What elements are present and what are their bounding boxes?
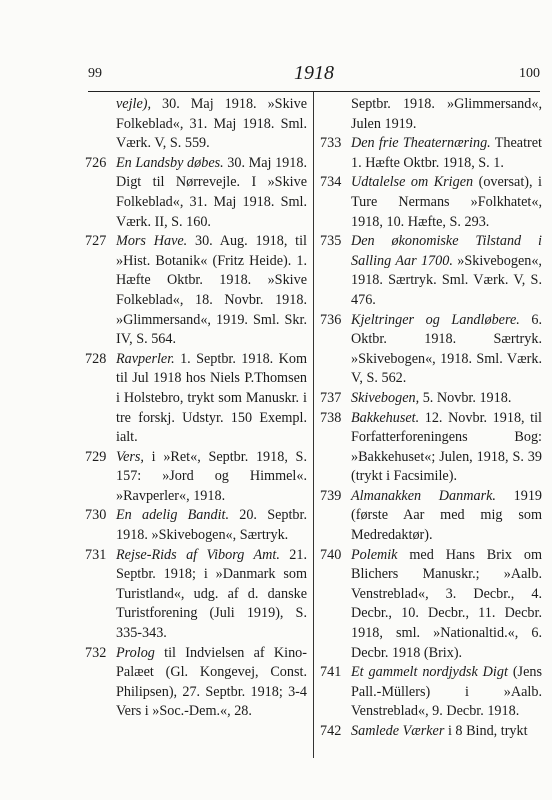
entry-text: (Jens Pall.-Müllers) i »Aalb. Venstreblad«, 9. Decbr. 1918. (351, 664, 542, 720)
entry-title: Bakkehuset. (351, 409, 420, 426)
entry-body (351, 663, 542, 722)
entry-text: (oversat), i Ture Nermans »Folkhatet«, 1918, 10. Hæfte, S. 293. (351, 174, 542, 230)
entry-body (351, 722, 542, 742)
entry-number: 730 (85, 507, 107, 524)
bibliography-entry (85, 350, 307, 448)
entry-number: 738 (320, 409, 342, 426)
entry-body (116, 448, 307, 507)
right-column (320, 95, 542, 742)
entry-body (351, 95, 542, 134)
entry-text: 30. Maj 1918. Digt til Nørrevejle. I »Skive Folkeblad«, 31. Maj 1918. Sml. Værk. II, S. 160. (116, 154, 307, 230)
bibliography-entry (320, 722, 542, 742)
entry-text: til Indvielsen af Kino-Palæet (Gl. Kongevej, Const. Philipsen), 27. Septbr. 1918; 3-4 Vers i »Soc.-Dem.«, 28. (116, 644, 307, 720)
entry-body (116, 232, 307, 350)
entry-text: Septbr. 1918. »Glimmersand«, Julen 1919. (351, 96, 542, 132)
entry-text: med Hans Brix om Blichers Manuskr.; »Aalb. Venstreblad«, 3. Decbr., 4. Decbr., 10. Decbr., 11. Decbr. 1918, sml. »Nationaltid.«, 6. Decbr. 1918 (Brix). (351, 546, 542, 661)
bibliography-entry (85, 546, 307, 644)
bibliography-entry (320, 311, 542, 389)
entry-body (351, 487, 542, 546)
entry-text: 1. Septbr. 1918. Kom til Jul 1918 hos Niels P.Thomsen i Holstebro, trykt som Manuskr. i tre forskj. Udstyr. 150 Exempl. ialt. (116, 350, 307, 446)
entry-number: 737 (320, 389, 342, 406)
entry-body (351, 311, 542, 389)
bibliography-entry (320, 134, 542, 173)
entry-number: 728 (85, 350, 107, 367)
entry-text: »Skivebogen«, 1918. Særtryk. Sml. Værk. V, S. 476. (351, 252, 542, 308)
bibliography-entry (320, 232, 542, 310)
entry-number: 740 (320, 546, 342, 563)
entry-title: Polemik (351, 546, 398, 563)
entry-title: Skivebogen, (351, 389, 420, 406)
page-header (88, 62, 540, 88)
entry-number: 731 (85, 546, 107, 563)
entry-body (116, 546, 307, 644)
entry-text: i 8 Bind, trykt (444, 723, 528, 739)
entry-text: 1919 (første Aar med mig som Medredaktør). (351, 487, 543, 544)
entry-title: vejle), (116, 96, 152, 112)
header-rule (88, 91, 540, 92)
running-head-year: 1918 (294, 62, 334, 84)
entry-title: En Landsby døbes. (116, 154, 224, 171)
entry-text: Theatret 1. Hæfte Oktbr. 1918, S. 1. (351, 135, 542, 171)
bibliography-entry (320, 546, 542, 664)
entry-number: 739 (320, 487, 342, 504)
entry-number: 742 (320, 723, 342, 739)
entry-title: Almanakken Danmark. (351, 487, 496, 504)
entry-text: 5. Novbr. 1918. (419, 389, 512, 406)
entry-number (85, 95, 116, 154)
bibliography-entry (85, 448, 307, 507)
entry-number: 736 (320, 311, 342, 328)
entry-title: Den økonomiske Tilstand i Salling Aar 1700. (351, 233, 542, 269)
entry-text: 30. Aug. 1918, til »Hist. Botanik« (Fritz Heide). 1. Hæfte Oktbr. 1918. »Skive Folkeblad«, 18. Novbr. 1918. »Glimmersand«, 1919. Sml. Skr. IV, S. 564. (116, 233, 307, 348)
entry-title: Prolog (116, 644, 155, 661)
entry-body (351, 134, 542, 173)
bibliography-entry (85, 644, 307, 722)
entry-body (116, 350, 307, 448)
entry-number: 732 (85, 644, 107, 661)
column-divider (313, 92, 314, 758)
entry-text: 21. Septbr. 1918; i »Danmark som Turistland«, udg. af d. danske Turistforening (Juli 1919), S. 335-343. (116, 546, 308, 642)
entry-body (116, 95, 307, 154)
entry-title: Kjeltringer og Landløbere. (351, 311, 520, 328)
right-page-number: 100 (519, 66, 540, 81)
bibliography-entry (320, 389, 542, 409)
entry-text: i »Ret«, Septbr. 1918, S. 157: »Jord og Himmel«. »Ravperler«, 1918. (116, 448, 307, 504)
bibliography-entry (320, 487, 542, 546)
entry-body (351, 389, 542, 409)
entry-body (351, 409, 542, 487)
entry-title: Et gammelt nordjydsk Digt (351, 664, 508, 681)
entry-number: 735 (320, 233, 342, 250)
entry-title: Rejse-Rids af Viborg Amt. (116, 546, 280, 563)
entry-number: 734 (320, 174, 342, 191)
bibliography-entry (320, 663, 542, 722)
entry-number: 729 (85, 448, 107, 465)
entry-title: Ravperler. (116, 350, 175, 367)
bibliography-entry (85, 154, 307, 232)
entry-body (351, 173, 542, 232)
entry-body (116, 644, 307, 722)
entry-number: 741 (320, 664, 342, 681)
entry-number: 726 (85, 154, 107, 171)
left-column (85, 95, 307, 722)
bibliography-entry (85, 95, 307, 154)
bibliography-entry (320, 173, 542, 232)
entry-body (351, 232, 542, 310)
entry-title: Udtalelse om Krigen (351, 174, 474, 191)
entry-body (351, 546, 542, 664)
entry-title: En adelig Bandit. (116, 507, 230, 524)
entry-text: 6. Oktbr. 1918. Særtryk. »Skivebogen«, 1918. Sml. Værk. V, S. 562. (351, 311, 542, 387)
entry-number (320, 95, 351, 134)
bibliography-entry (85, 232, 307, 350)
entry-body (116, 154, 307, 232)
bibliography-entry (320, 409, 542, 487)
bibliography-entry (320, 95, 542, 134)
entry-text: 30. Maj 1918. »Skive Folkeblad«, 31. Maj 1918. Sml. Værk. V, S. 559. (116, 96, 307, 152)
entry-title: Mors Have. (116, 233, 188, 250)
entry-title: Den frie Theaternæring. (351, 135, 491, 152)
bibliography-entry (85, 506, 307, 545)
entry-text: 20. Septbr. 1918. »Skivebogen«, Særtryk. (116, 507, 307, 544)
left-page-number: 99 (88, 66, 102, 81)
entry-number: 727 (85, 233, 107, 250)
entry-body (116, 506, 307, 545)
entry-number: 733 (320, 135, 342, 152)
entry-title: Vers, (116, 448, 144, 465)
entry-text: 12. Novbr. 1918, til Forfatterforeningens Bog: »Bakkehuset«; Julen, 1918, S. 39 (trykt i Facsimile). (351, 409, 542, 485)
entry-title: Samlede Værker (351, 723, 445, 739)
